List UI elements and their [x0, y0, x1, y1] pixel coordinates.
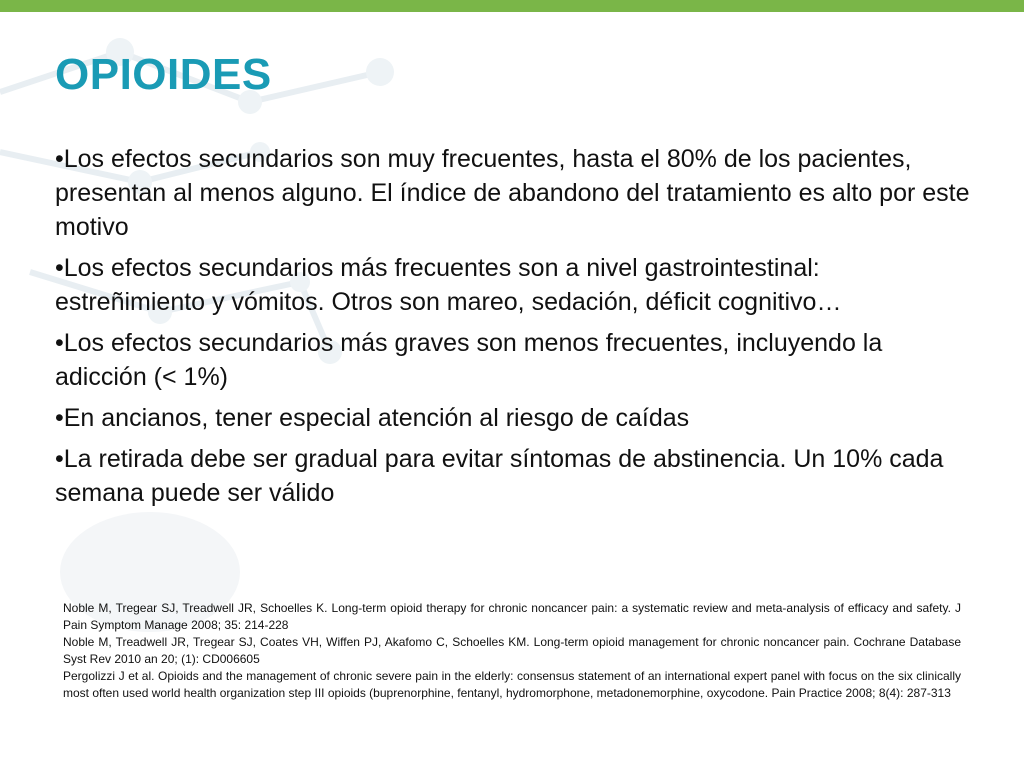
bullet-item: •Los efectos secundarios más graves son menos frecuentes, incluyendo la adicción (< 1%): [55, 329, 883, 391]
reference-item: Noble M, Treadwell JR, Tregear SJ, Coates VH, Wiffen PJ, Akafomo C, Schoelles KM. Long-term opioid management for chronic noncancer pain. Cochrane Database Syst Rev 2010 an 20; (1): CD006605: [63, 635, 961, 666]
bullet-item: •Los efectos secundarios son muy frecuentes, hasta el 80% de los pacientes, presentan al menos alguno. El índice de abandono del tratamiento es alto por este motivo: [55, 145, 970, 241]
reference-item: Pergolizzi J et al. Opioids and the management of chronic severe pain in the elderly: consensus statement of an international expert panel with focus on the six clinically most often used world health organization step III opioids (buprenorphine, fentanyl, hydromorphone, metadonemorphine, oxycodone. Pain Practice 2008; 8(4): 287-313: [63, 669, 961, 700]
top-accent-bar: [0, 0, 1024, 12]
bullet-list: [55, 142, 970, 517]
reference-item: Noble M, Tregear SJ, Treadwell JR, Schoelles K. Long-term opioid therapy for chronic noncancer pain: a systematic review and meta-analysis of efficacy and safety. J Pain Symptom Manage 2008; 35: 214-228: [63, 601, 961, 632]
references: [63, 600, 961, 702]
bullet-item: •En ancianos, tener especial atención al riesgo de caídas: [55, 404, 690, 432]
slide-title: OPIOIDES: [55, 50, 272, 99]
bullet-item: •La retirada debe ser gradual para evitar síntomas de abstinencia. Un 10% cada semana puede ser válido: [55, 445, 944, 507]
bullet-item: •Los efectos secundarios más frecuentes son a nivel gastrointestinal: estreñimiento y vómitos. Otros son mareo, sedación, déficit cognitivo…: [55, 254, 842, 316]
